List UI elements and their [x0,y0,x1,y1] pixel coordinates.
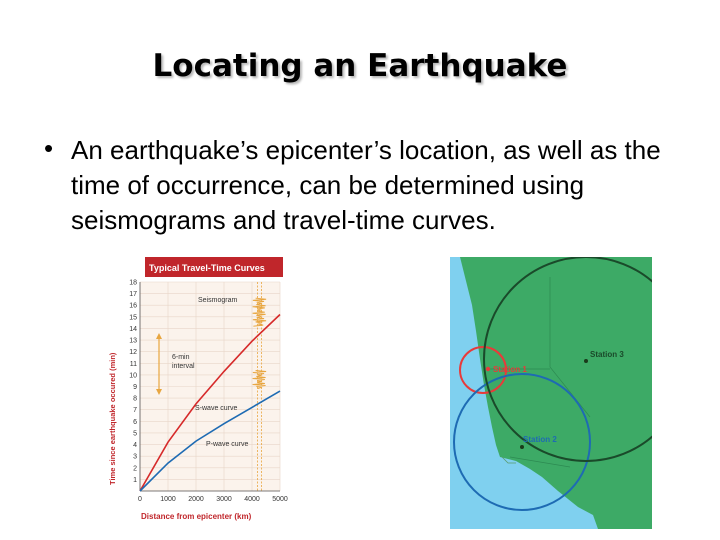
y-tick-label: 13 [129,337,137,345]
station2-marker [520,445,524,449]
x-tick-label: 4000 [244,496,260,503]
station3-label: Station 3 [590,350,624,359]
epicenter-map [450,257,652,529]
travel-time-chart [98,255,290,525]
station3-marker [584,359,588,363]
y-tick-label: 12 [129,349,137,357]
bullet-text: An earthquake’s epicenter’s location, as well as the time of occurrence, can be determined using seismograms and travel-time curves. [71,135,661,235]
slide-title: Locating an Earthquake [152,48,568,84]
y-axis-label: Time since earthquake occured (min) [108,352,117,485]
y-tick-label: 6 [133,418,137,426]
station1-label: Station 1 [493,365,527,374]
chart-title: Typical Travel-Time Curves [149,263,265,273]
y-tick-label: 18 [129,279,137,287]
y-tick-labels [129,280,137,484]
x-tick-label: 1000 [160,496,176,503]
y-tick-label: 17 [129,291,137,299]
y-tick-label: 1 [133,476,137,484]
y-tick-label: 7 [133,407,137,415]
seismogram-label: Seismogram [198,297,238,304]
y-tick-label: 2 [133,465,137,473]
y-tick-label: 8 [133,395,137,403]
x-tick-label: 2000 [188,496,204,503]
x-axis-label: Distance from epicenter (km) [141,512,252,521]
y-tick-label: 16 [129,302,137,310]
y-tick-label: 15 [129,314,137,322]
x-tick-labels [138,496,288,503]
y-tick-label: 14 [129,325,137,333]
y-tick-label: 4 [133,442,137,450]
station2-label: Station 2 [523,435,557,444]
x-tick-label: 3000 [216,496,232,503]
x-tick-label: 5000 [272,496,288,503]
y-tick-label: 3 [133,453,137,461]
interval-label-line1: 6-min [172,354,190,361]
s-wave-label: S-wave curve [195,405,238,412]
p-wave-label: P-wave curve [206,441,249,448]
station1-marker [486,367,490,371]
y-tick-label: 9 [133,384,137,391]
y-tick-label: 10 [129,372,137,380]
x-tick-label: 0 [138,496,142,503]
y-tick-label: 11 [129,360,137,368]
y-tick-label: 5 [133,430,137,438]
interval-label-line2: interval [172,363,195,370]
bullet-marker: • [44,133,54,163]
